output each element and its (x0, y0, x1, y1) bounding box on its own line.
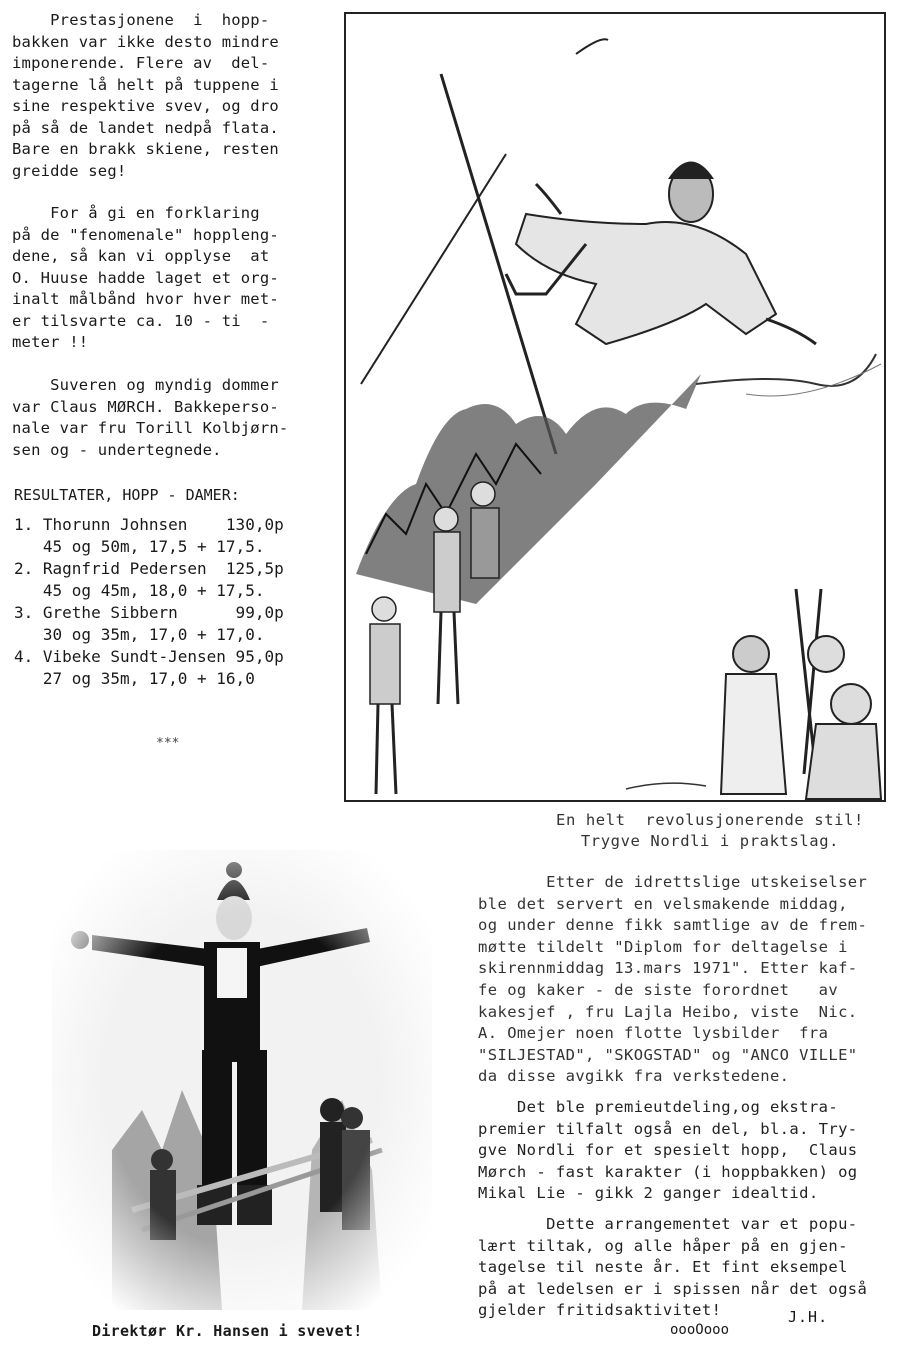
text-line: Bare en brakk skiene, resten (12, 140, 279, 158)
text-line: Etter de idrettslige utskeiselser (478, 873, 868, 891)
text-line: 45 og 45m, 18,0 + 17,5. (14, 581, 265, 600)
text-line: fe og kaker - de siste forordnet av (478, 980, 839, 999)
text-line: A. Omejer noen flotte lysbilder fra (478, 1024, 829, 1043)
text-line: møtte tildelt "Diplom for deltagelse i (478, 937, 848, 956)
text-line: 3. Grethe Sibbern 99,0p (14, 603, 284, 622)
text-line: dene, så kan vi opplyse at (12, 247, 270, 265)
closing-paragraph (478, 1214, 867, 1322)
ski-jump-illustration (344, 12, 886, 802)
judge-paragraph (12, 375, 288, 461)
text-line: er tilsvarte ca. 10 - ti - (12, 311, 270, 330)
text-line: tagelse til neste år. Et fint eksempel (478, 1258, 848, 1277)
text-line: sine respektive svev, og dro (12, 97, 279, 115)
text-line: For å gi en forklaring (12, 204, 260, 222)
intro-paragraph (12, 10, 279, 182)
text-line: "SILJESTAD", "SKOGSTAD" og "ANCO VILLE" (478, 1045, 858, 1064)
text-line: skirennmiddag 13.mars 1971". Etter kaf- (478, 959, 858, 978)
dinner-paragraph (478, 872, 867, 1088)
end-mark: oooOooo (670, 1322, 730, 1338)
text-line: gve Nordli for et spesielt hopp, Claus (478, 1141, 858, 1160)
explanation-paragraph (12, 203, 279, 354)
text-line: da disse avgikk fra verkstedene. (478, 1067, 790, 1086)
text-line: 30 og 35m, 17,0 + 17,0. (14, 625, 265, 644)
text-line: Mikal Lie - gikk 2 ganger idealtid. (478, 1184, 819, 1203)
text-line: 45 og 50m, 17,5 + 17,5. (14, 537, 265, 556)
text-line: Trygve Nordli i praktslag. (580, 832, 840, 850)
text-line: Prestasjonene i hopp- (12, 11, 270, 29)
photo-caption: Direktør Kr. Hansen i svevet! (92, 1322, 363, 1340)
text-line: gjelder fritidsaktivitet! (478, 1301, 722, 1320)
text-line: bakken var ikke desto mindre (12, 32, 279, 51)
text-line: var Claus MØRCH. Bakkeperso- (12, 397, 279, 416)
prizes-paragraph (478, 1097, 858, 1205)
results-list (14, 514, 284, 690)
text-line: Det ble premieutdeling,og ekstra- (478, 1098, 839, 1116)
text-line: kakesjef , fru Lajla Heibo, viste Nic. (478, 1002, 858, 1021)
text-line: 27 og 35m, 17,0 + 16,0 (14, 669, 255, 688)
text-line: Dette arrangementet var et popu- (478, 1215, 858, 1233)
illustration-caption (520, 810, 900, 852)
text-line: nale var fru Torill Kolbjørn- (12, 419, 289, 437)
text-line: 4. Vibeke Sundt-Jensen 95,0p (14, 647, 284, 666)
text-line: 1. Thorunn Johnsen 130,0p (14, 515, 284, 534)
text-line: greidde seg! (12, 161, 127, 180)
text-line: ble det servert en velsmakende middag, (478, 894, 848, 913)
ski-jumper-photo (52, 850, 432, 1310)
text-line: meter !! (12, 333, 89, 351)
text-line: på de "fenomenale" hoppleng- (12, 225, 279, 244)
signature: J.H. (788, 1308, 829, 1326)
text-line: premier tilfalt også en del, bl.a. Try- (478, 1119, 858, 1138)
results-heading: RESULTATER, HOPP - DAMER: (14, 486, 240, 504)
text-line: imponerende. Flere av del- (12, 54, 270, 72)
text-line: 2. Ragnfrid Pedersen 125,5p (14, 559, 284, 578)
text-line: sen og - undertegnede. (12, 440, 222, 459)
text-line: lært tiltak, og alle håper på en gjen- (478, 1236, 848, 1255)
separator-stars: *** (156, 736, 180, 751)
text-line: på så de landet nedpå flata. (12, 118, 279, 137)
text-line: O. Huuse hadde laget et org- (12, 268, 279, 287)
text-line: Suveren og myndig dommer (12, 376, 279, 394)
text-line: på at ledelsen er i spissen når det også (478, 1279, 868, 1298)
text-line: En helt revolusjonerende stil! (556, 811, 864, 829)
text-line: inalt målbånd hvor hver met- (12, 290, 279, 308)
text-line: Mørch - fast karakter (i hoppbakken) og (478, 1162, 858, 1181)
text-line: og under denne fikk samtlige av de frem- (478, 916, 868, 935)
text-line: tagerne lå helt på tuppene i (12, 75, 279, 94)
